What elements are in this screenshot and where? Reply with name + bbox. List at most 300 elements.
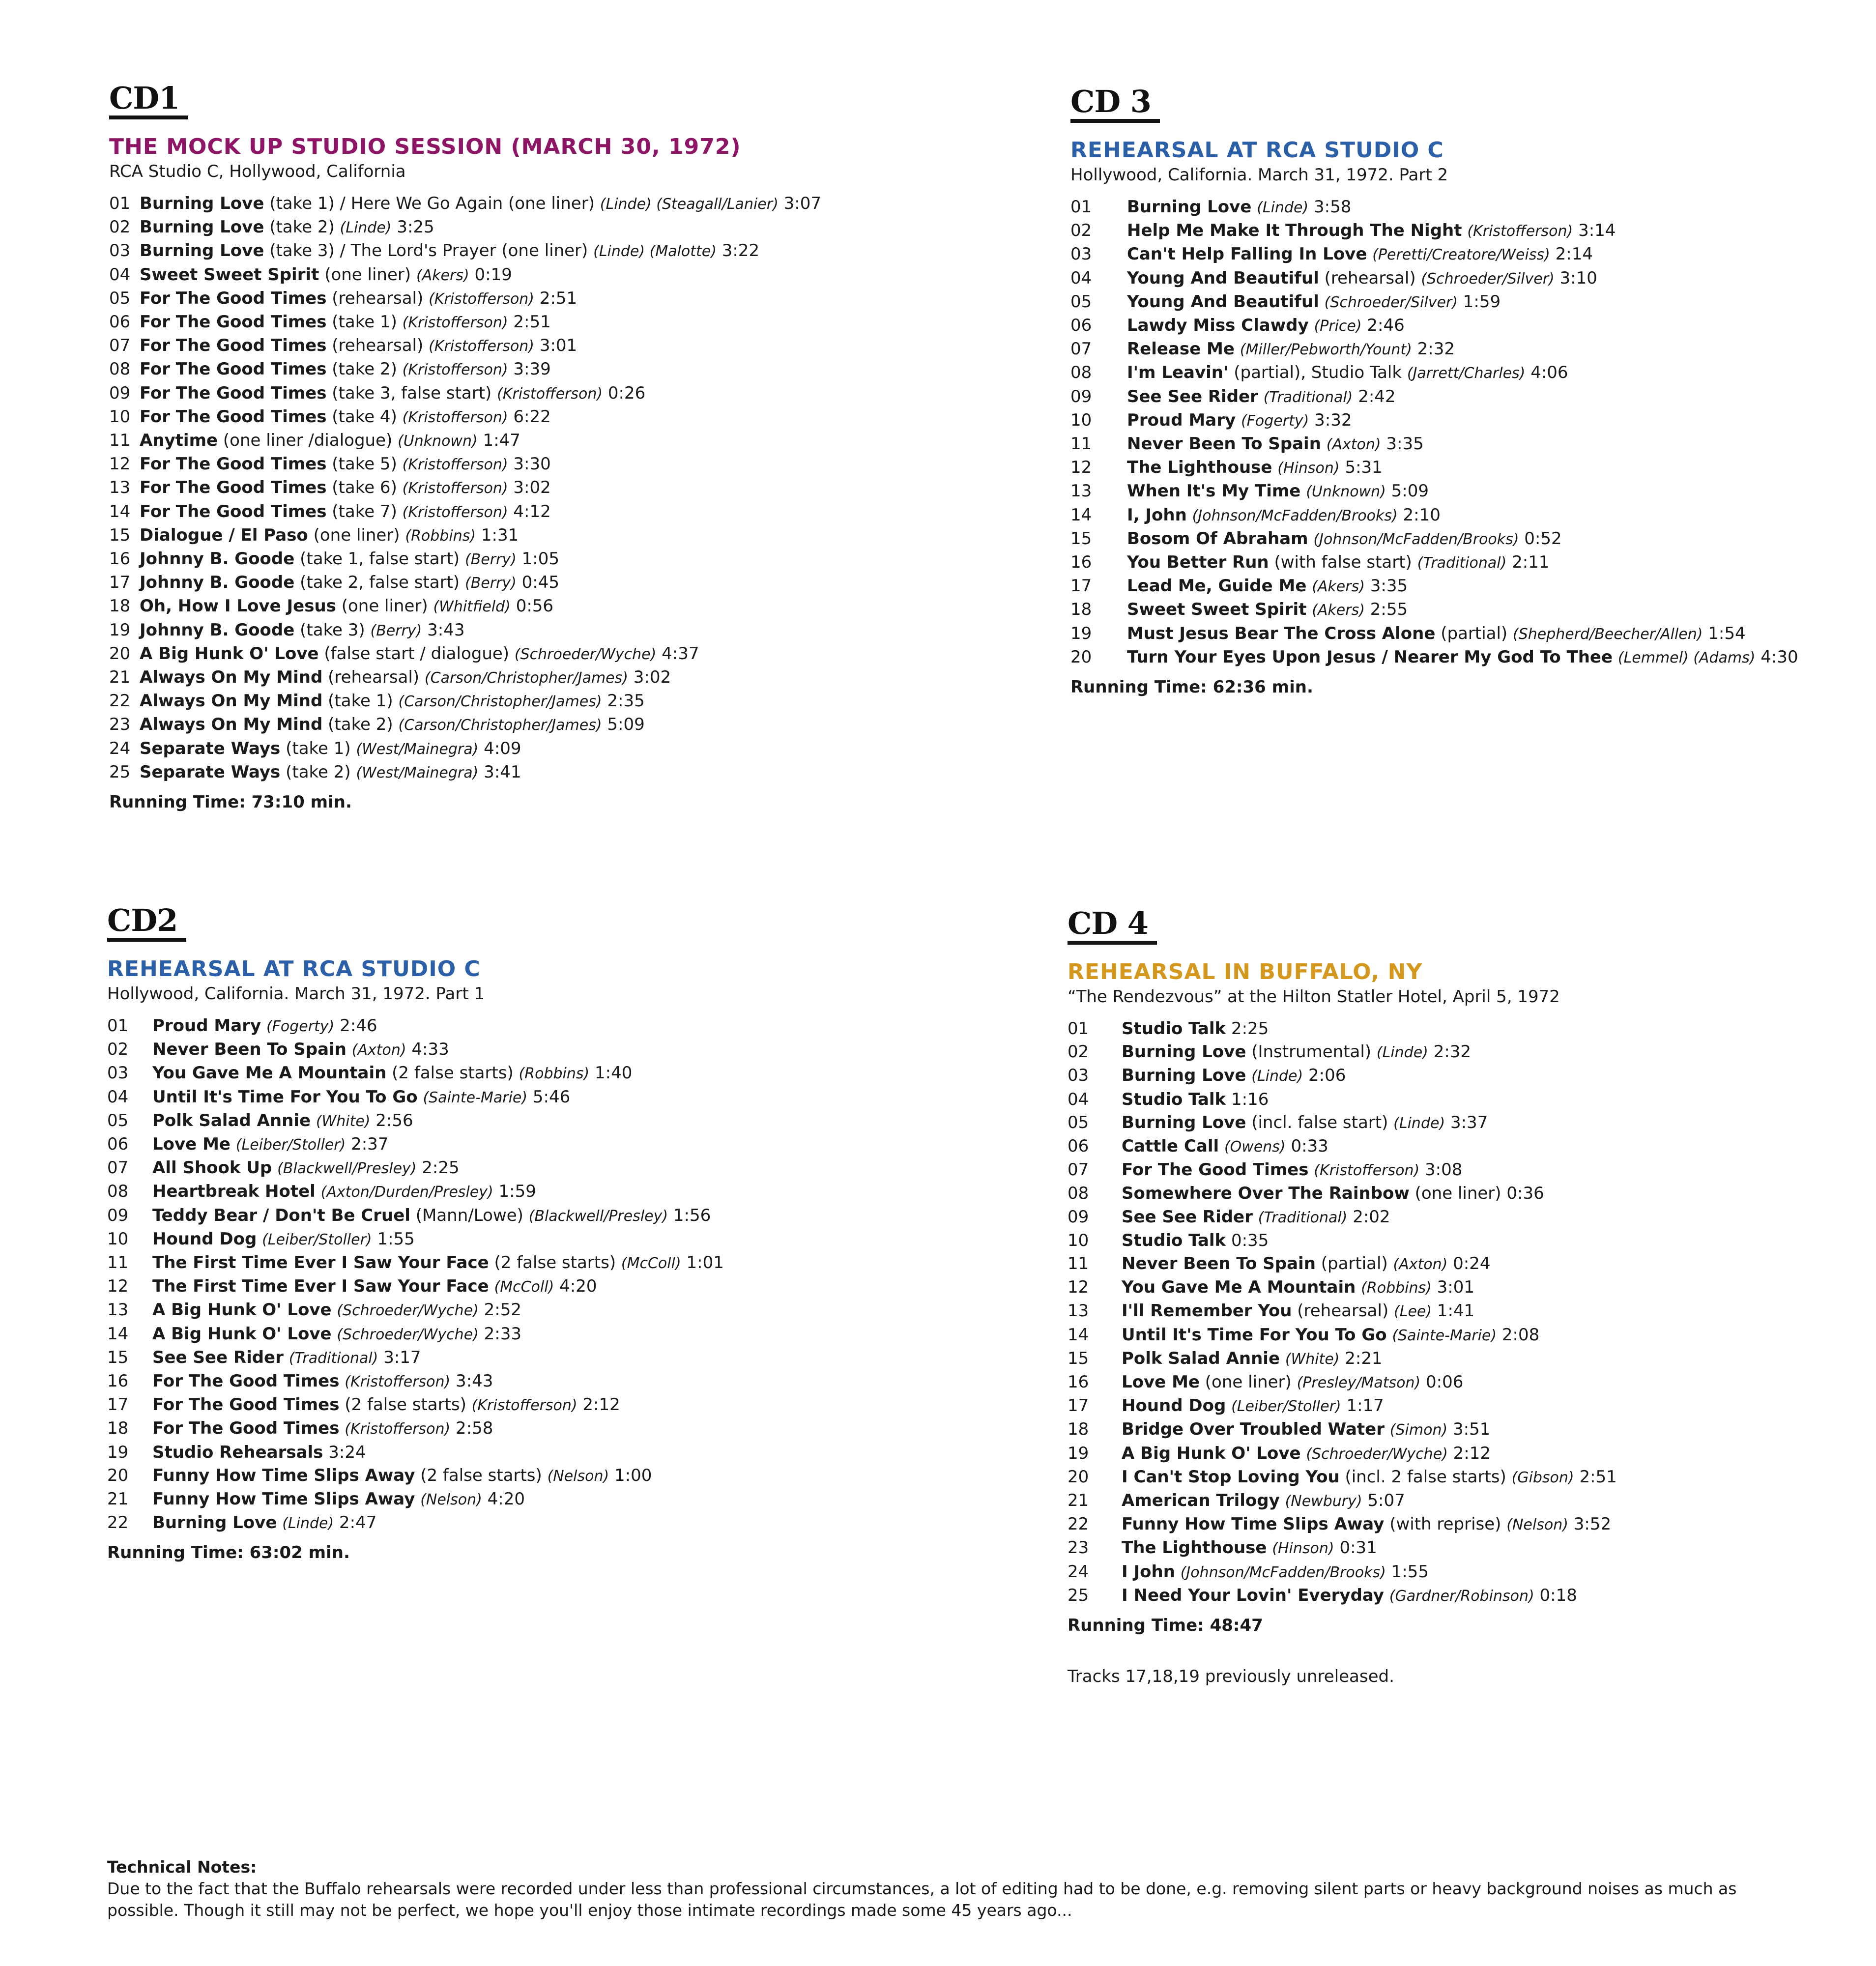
track-composer: (Traditional) (1258, 1209, 1348, 1226)
track-row (109, 737, 920, 761)
track-row (107, 1038, 918, 1062)
track-number: 14 (1070, 505, 1092, 525)
track-time: 5:07 (1367, 1491, 1405, 1511)
cd2-title: REHEARSAL AT RCA STUDIO C (107, 956, 481, 982)
track-composer: (White) (1285, 1350, 1340, 1368)
track-row (109, 453, 920, 476)
track-title: Never Been To Spain (152, 1040, 346, 1060)
track-title: Funny How Time Slips Away (1122, 1514, 1385, 1534)
track-composer: (Nelson) (547, 1467, 609, 1485)
track-title: Sweet Sweet Spirit (140, 264, 319, 285)
track-row (1070, 504, 1867, 527)
track-row (109, 666, 920, 690)
track-note: (rehearsal) (1297, 1301, 1389, 1321)
track-note: (partial) (1441, 623, 1508, 643)
track-number: 08 (109, 359, 131, 379)
track-title: For The Good Times (140, 501, 327, 521)
track-number: 25 (109, 762, 131, 782)
track-time: 1:01 (686, 1253, 724, 1273)
track-row (109, 429, 920, 453)
track-number: 21 (1068, 1491, 1089, 1511)
track-note: (false start / dialogue) (324, 643, 510, 664)
track-composer: (Price) (1314, 318, 1362, 335)
track-row (109, 287, 920, 311)
track-number: 18 (1070, 600, 1092, 620)
track-time: 1:40 (595, 1063, 633, 1083)
track-row (107, 1133, 918, 1156)
track-title: Polk Salad Annie (152, 1110, 311, 1130)
track-title: Studio Rehearsals (152, 1442, 323, 1462)
track-note: (take 1) (332, 312, 397, 332)
track-note: (partial) (1321, 1254, 1388, 1274)
track-number: 09 (1068, 1207, 1089, 1227)
track-note: (rehearsal) (332, 288, 424, 308)
track-number: 22 (107, 1513, 129, 1533)
track-time: 2:51 (539, 288, 577, 308)
track-time: 3:35 (1370, 576, 1408, 596)
track-title: Lead Me, Guide Me (1127, 576, 1307, 596)
track-row (109, 239, 920, 263)
track-row (109, 690, 920, 713)
track-title: Johnny B. Goode (140, 620, 295, 640)
track-note: (rehearsal) (328, 667, 420, 688)
track-title: The Lighthouse (1122, 1538, 1267, 1558)
track-note: (take 1) (286, 738, 351, 758)
track-composer: (Kristofferson) (402, 314, 508, 332)
track-row (1070, 646, 1867, 669)
track-note: (rehearsal) (1324, 268, 1416, 288)
track-composer: (Leiber/Stoller) (262, 1231, 372, 1248)
track-composer: (Sainte-Marie) (1392, 1327, 1497, 1344)
track-composer: (Kristofferson) (402, 456, 508, 474)
track-time: 3:02 (513, 478, 551, 498)
track-time: 3:43 (456, 1371, 493, 1391)
track-time: 1:55 (377, 1229, 415, 1249)
track-time: 2:52 (484, 1300, 522, 1320)
track-time: 3:01 (539, 336, 577, 356)
track-number: 14 (1068, 1325, 1089, 1345)
track-title: Hound Dog (1122, 1396, 1226, 1416)
cd2-section (107, 903, 918, 1563)
track-title: I'm Leavin' (1127, 363, 1229, 383)
track-number: 21 (107, 1489, 129, 1509)
track-number: 02 (107, 1040, 129, 1060)
track-note: (take 5) (332, 454, 397, 474)
track-time: 1:16 (1231, 1089, 1269, 1109)
track-composer: (Carson/Christopher/James) (398, 717, 602, 734)
track-number: 04 (107, 1087, 129, 1107)
cd4-footnote: Tracks 17,18,19 previously unreleased. (1068, 1667, 1394, 1687)
cd3-tracklist (1070, 196, 1867, 669)
track-row (1070, 385, 1867, 409)
track-number: 08 (107, 1182, 129, 1202)
cd1-label: CD1 (109, 81, 188, 119)
track-number: 06 (1070, 316, 1092, 336)
track-title: A Big Hunk O' Love (152, 1324, 332, 1344)
track-number: 17 (1068, 1396, 1089, 1416)
track-row (109, 642, 920, 666)
track-title: For The Good Times (140, 288, 327, 308)
track-title: Love Me (152, 1134, 231, 1155)
track-row (107, 1275, 918, 1299)
track-title: Funny How Time Slips Away (152, 1465, 415, 1485)
track-composer: (Linde) (282, 1515, 334, 1532)
track-title: For The Good Times (140, 359, 327, 379)
track-time: 2:47 (339, 1513, 377, 1533)
track-composer: (Leiber/Stoller) (235, 1136, 346, 1154)
track-number: 14 (109, 501, 131, 521)
technical-notes (107, 1856, 1749, 1921)
track-title: Separate Ways (140, 762, 281, 782)
track-composer: (Berry) (370, 622, 422, 639)
track-note: (with false start) (1274, 552, 1412, 573)
track-composer: (Kristofferson) (1314, 1162, 1420, 1180)
track-number: 24 (109, 738, 131, 758)
track-composer: (Axton) (1326, 436, 1381, 454)
track-time: 4:37 (662, 643, 699, 664)
track-row (109, 358, 920, 381)
track-row (109, 476, 920, 500)
track-time: 4:20 (487, 1489, 525, 1509)
track-composer: (Robbins) (519, 1065, 590, 1083)
track-row (1068, 1466, 1864, 1489)
track-composer: (Carson/Christopher/James) (424, 669, 628, 687)
cd2-label: CD2 (107, 903, 186, 942)
cd4-section (1068, 906, 1864, 1687)
track-time: 2:25 (1231, 1019, 1269, 1039)
track-number: 11 (109, 431, 131, 451)
track-number: 07 (109, 336, 131, 356)
track-composer: (Miller/Pebworth/Yount) (1240, 341, 1412, 359)
track-title: You Gave Me A Mountain (1122, 1277, 1356, 1298)
track-row (1068, 1300, 1864, 1323)
track-time: 3:35 (1386, 434, 1424, 454)
track-title: Burning Love (1127, 197, 1252, 217)
track-time: 3:51 (1452, 1419, 1491, 1440)
track-composer: (Robbins) (1361, 1279, 1432, 1297)
track-row (1070, 219, 1867, 243)
track-number: 18 (107, 1418, 129, 1439)
track-time: 0:56 (516, 596, 554, 616)
track-title: Proud Mary (152, 1016, 261, 1036)
cd3-label: CD 3 (1070, 85, 1160, 123)
track-row (107, 1156, 918, 1180)
track-composer: (Carson/Christopher/James) (398, 693, 602, 711)
track-composer: (Traditional) (1417, 554, 1507, 572)
track-note: (one liner) (341, 596, 428, 616)
track-row (109, 548, 920, 571)
track-title: A Big Hunk O' Love (1122, 1443, 1301, 1463)
track-row (109, 761, 920, 784)
track-row (109, 713, 920, 737)
track-composer: (Akers) (416, 266, 469, 284)
track-row (107, 1204, 918, 1228)
track-title: Oh, How I Love Jesus (140, 596, 336, 616)
track-title: Studio Talk (1122, 1230, 1226, 1250)
track-title: Burning Love (1122, 1042, 1246, 1062)
track-number: 13 (1070, 481, 1092, 501)
track-row (109, 192, 920, 216)
track-note: (one liner) (324, 264, 411, 285)
track-time: 2:12 (582, 1395, 620, 1415)
track-title: Burning Love (140, 217, 264, 237)
cd3-section (1070, 85, 1867, 698)
track-row (109, 334, 920, 358)
cd3-title: REHEARSAL AT RCA STUDIO C (1070, 138, 1444, 163)
technical-notes-body: Due to the fact that the Buffalo rehearsals were recorded under less than professional circumstances, a lot of editing had to be done, e.g. removing silent parts or heavy background noises as much as possible. Though it still may not be perfect, we hope you'll enjoy those intimate recordings made some 45 years ago... (107, 1879, 1737, 1920)
track-composer: (Kristofferson) (402, 480, 508, 497)
cd3-location: Hollywood, California. March 31, 1972. Part 2 (1070, 165, 1448, 185)
track-row (107, 1488, 918, 1511)
track-time: 3:01 (1437, 1277, 1475, 1298)
track-time: 2:35 (607, 691, 645, 711)
track-number: 20 (109, 643, 131, 664)
track-number: 25 (1068, 1585, 1089, 1605)
track-number: 15 (107, 1347, 129, 1367)
track-row (107, 1441, 918, 1464)
track-composer: (Johnson/McFadden/Brooks) (1192, 507, 1398, 524)
track-row (107, 1511, 918, 1535)
track-row (107, 1299, 918, 1322)
track-number: 02 (1068, 1042, 1089, 1062)
track-time: 2:21 (1345, 1348, 1383, 1368)
track-number: 20 (107, 1465, 129, 1485)
track-number: 03 (109, 241, 131, 261)
track-time: 2:32 (1433, 1042, 1472, 1062)
cd1-section (109, 81, 920, 813)
track-time: 3:08 (1425, 1160, 1463, 1180)
track-title: For The Good Times (152, 1371, 340, 1391)
track-title: Studio Talk (1122, 1019, 1226, 1039)
track-time: 1:54 (1708, 623, 1746, 643)
track-time: 4:30 (1761, 647, 1798, 667)
track-composer: (Lemmel) (Adams) (1617, 649, 1756, 666)
track-composer: (Akers) (1312, 602, 1365, 619)
track-number: 08 (1070, 363, 1092, 383)
track-time: 2:56 (375, 1110, 413, 1130)
track-time: 5:09 (1391, 481, 1429, 501)
track-row (107, 1014, 918, 1038)
track-number: 24 (1068, 1561, 1089, 1582)
track-composer: (White) (316, 1112, 371, 1130)
track-title: Love Me (1122, 1372, 1200, 1392)
track-composer: (Schroeder/Wyche) (514, 645, 657, 663)
track-composer: (Axton) (351, 1041, 406, 1059)
track-composer: (Linde) (1251, 1068, 1303, 1085)
track-note: (take 3, false start) (332, 383, 492, 403)
track-title: Until It's Time For You To Go (1122, 1325, 1387, 1345)
track-note: (partial), Studio Talk (1234, 363, 1402, 383)
track-composer: (Kristofferson) (402, 408, 508, 426)
track-number: 10 (107, 1229, 129, 1249)
track-composer: (Peretti/Creatore/Weiss) (1372, 246, 1550, 264)
track-title: Johnny B. Goode (140, 549, 295, 569)
cd2-location: Hollywood, California. March 31, 1972. Part 1 (107, 984, 485, 1004)
track-title: Burning Love (140, 194, 264, 213)
cd4-location: “The Rendezvous” at the Hilton Statler Hotel, April 5, 1972 (1068, 987, 1560, 1007)
track-composer: (Kristofferson) (402, 503, 508, 521)
track-number: 18 (1068, 1419, 1089, 1440)
track-row (1068, 1276, 1864, 1300)
track-composer: (Schroeder/Wyche) (1306, 1445, 1448, 1463)
track-number: 22 (109, 691, 131, 711)
track-composer: (Schroeder/Wyche) (337, 1302, 479, 1320)
track-time: 1:47 (483, 431, 520, 451)
track-composer: (Kristofferson) (471, 1397, 577, 1415)
track-number: 19 (109, 620, 131, 640)
track-composer: (West/Mainegra) (356, 764, 479, 781)
track-title: Young And Beautiful (1127, 291, 1319, 312)
track-composer: (Linde) (Malotte) (593, 243, 717, 260)
track-time: 0:06 (1425, 1372, 1464, 1392)
track-note: (one liner /dialogue) (223, 431, 393, 451)
track-time: 3:39 (513, 359, 551, 379)
track-row (107, 1228, 918, 1251)
track-row (1068, 1206, 1864, 1229)
track-number: 06 (1068, 1136, 1089, 1156)
track-note: (Instrumental) (1251, 1042, 1372, 1062)
cd1-running-time: Running Time: 73:10 min. (109, 792, 352, 812)
track-number: 05 (109, 288, 131, 308)
track-title: Always On My Mind (140, 691, 323, 711)
track-number: 13 (109, 478, 131, 498)
track-time: 0:36 (1506, 1184, 1544, 1204)
track-title: For The Good Times (152, 1395, 340, 1415)
track-time: 2:51 (513, 312, 551, 332)
track-title: For The Good Times (140, 336, 327, 356)
track-time: 1:00 (614, 1465, 652, 1485)
track-title: Funny How Time Slips Away (152, 1489, 415, 1509)
track-row (107, 1393, 918, 1417)
track-number: 23 (1068, 1538, 1089, 1558)
track-composer: (Schroeder/Silver) (1421, 270, 1555, 288)
track-time: 2:37 (351, 1134, 389, 1155)
track-composer: (Schroeder/Wyche) (337, 1326, 479, 1343)
track-title: For The Good Times (140, 383, 327, 403)
track-title: Young And Beautiful (1127, 268, 1319, 288)
track-time: 1:41 (1437, 1301, 1475, 1321)
track-composer: (Fogerty) (266, 1018, 335, 1035)
track-composer: (Hinson) (1272, 1540, 1334, 1558)
track-row (1070, 551, 1867, 575)
track-time: 3:14 (1578, 221, 1616, 241)
track-time: 0:19 (474, 264, 512, 285)
track-composer: (Shepherd/Beecher/Allen) (1513, 625, 1703, 643)
track-time: 2:46 (340, 1016, 377, 1036)
track-row (109, 524, 920, 548)
track-row (1070, 243, 1867, 266)
track-time: 5:09 (607, 715, 645, 735)
track-composer: (Kristofferson) (402, 361, 508, 379)
track-note: (take 1, false start) (300, 549, 460, 569)
track-title: Bridge Over Troubled Water (1122, 1419, 1385, 1440)
track-number: 10 (1068, 1230, 1089, 1250)
track-composer: (Johnson/McFadden/Brooks) (1313, 530, 1519, 548)
track-composer: (Fogerty) (1241, 412, 1309, 430)
track-composer: (Kristofferson) (497, 385, 603, 403)
track-time: 2:11 (1512, 552, 1550, 573)
track-row (1068, 1182, 1864, 1205)
track-time: 3:43 (427, 620, 465, 640)
track-row (1068, 1017, 1864, 1041)
track-composer: (Berry) (464, 551, 517, 569)
track-time: 1:59 (1463, 291, 1501, 312)
track-number: 15 (109, 525, 131, 545)
track-composer: (Linde) (Steagall/Lanier) (600, 196, 779, 213)
track-note: (Mann/Lowe) (415, 1205, 523, 1225)
track-row (1068, 1561, 1864, 1584)
track-composer: (West/Mainegra) (356, 740, 479, 758)
track-row (1070, 527, 1867, 551)
track-number: 10 (1070, 410, 1092, 430)
track-composer: (Axton) (1393, 1256, 1448, 1273)
track-number: 03 (107, 1063, 129, 1083)
track-note: (2 false starts) (420, 1465, 542, 1485)
track-title: When It's My Time (1127, 481, 1301, 501)
track-title: American Trilogy (1122, 1491, 1280, 1511)
track-row (109, 500, 920, 524)
cd1-location: RCA Studio C, Hollywood, California (109, 162, 406, 181)
cd4-tracklist (1068, 1017, 1864, 1608)
track-time: 0:24 (1453, 1254, 1491, 1274)
track-title: Always On My Mind (140, 667, 323, 688)
track-composer: (Linde) (1393, 1114, 1445, 1132)
track-title: Burning Love (152, 1513, 277, 1533)
track-number: 14 (107, 1324, 129, 1344)
track-number: 19 (1070, 623, 1092, 643)
track-number: 01 (107, 1016, 129, 1036)
track-title: Proud Mary (1127, 410, 1236, 430)
track-time: 5:31 (1345, 458, 1383, 478)
track-title: Somewhere Over The Rainbow (1122, 1184, 1410, 1204)
track-composer: (Kristofferson) (429, 290, 535, 308)
track-row (1068, 1536, 1864, 1560)
track-note: (rehearsal) (332, 336, 424, 356)
track-time: 4:33 (411, 1040, 449, 1060)
track-title: See See Rider (152, 1347, 284, 1367)
track-title: The First Time Ever I Saw Your Face (152, 1253, 489, 1273)
track-composer: (Hinson) (1277, 460, 1340, 477)
track-row (1068, 1394, 1864, 1418)
track-number: 09 (1070, 386, 1092, 406)
track-time: 3:10 (1559, 268, 1597, 288)
track-number: 08 (1068, 1184, 1089, 1204)
track-composer: (Unknown) (398, 433, 478, 450)
track-title: Never Been To Spain (1122, 1254, 1316, 1274)
track-time: 1:59 (498, 1182, 536, 1202)
track-composer: (Blackwell/Presley) (528, 1207, 668, 1225)
track-row (1070, 575, 1867, 598)
track-row (1070, 622, 1867, 646)
track-time: 3:58 (1313, 197, 1352, 217)
track-row (1068, 1252, 1864, 1276)
track-number: 19 (107, 1442, 129, 1462)
track-title: Teddy Bear / Don't Be Cruel (152, 1205, 410, 1225)
track-number: 15 (1068, 1348, 1089, 1368)
track-number: 20 (1068, 1467, 1089, 1487)
track-number: 11 (107, 1253, 129, 1273)
cd3-running-time: Running Time: 62:36 min. (1070, 677, 1313, 697)
track-row (1068, 1371, 1864, 1394)
track-title: Separate Ways (140, 738, 281, 758)
track-time: 3:37 (1450, 1112, 1488, 1132)
track-number: 16 (1068, 1372, 1089, 1392)
track-row (1068, 1513, 1864, 1536)
track-row (1068, 1088, 1864, 1111)
track-number: 16 (1070, 552, 1092, 573)
track-row (109, 382, 920, 405)
track-number: 18 (109, 596, 131, 616)
